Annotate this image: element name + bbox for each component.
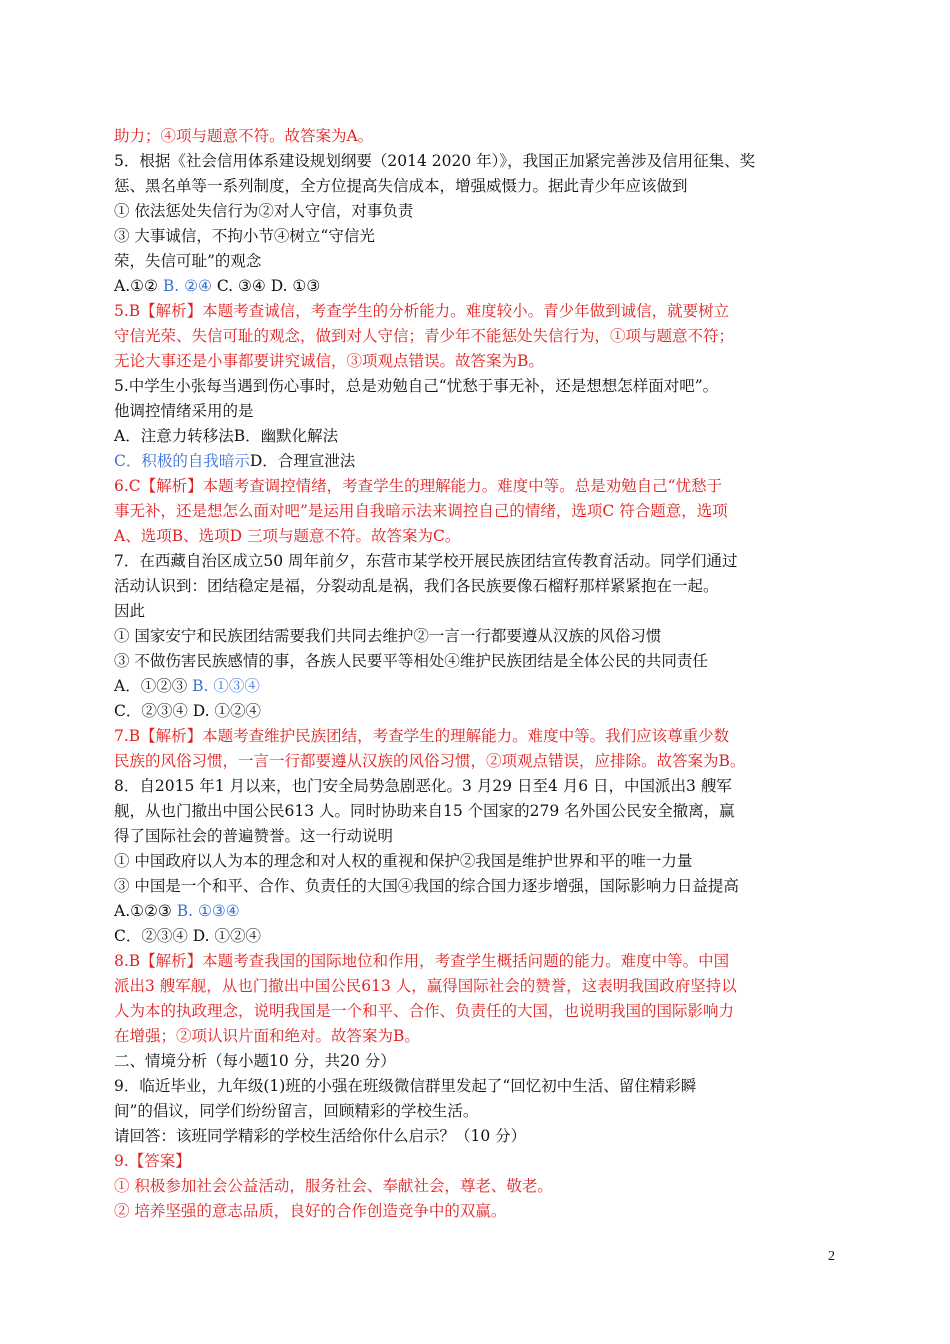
text-line [114,1149,834,1174]
question-text: 活动认识到：团结稳定是福，分裂动乱是祸，我们各民族要像石榴籽那样紧紧抱在一起。 [114,577,719,595]
text-line [114,1124,834,1149]
text-line [114,299,834,324]
answer-text: 事无补，还是想怎么面对吧”是运用自我暗示法来调控自己的情绪，选项C 符合题意，选项 [114,502,728,520]
text-line [114,674,834,699]
text-line [114,524,834,549]
answer-text: 无论大事还是小事都要讲究诚信，③项观点错误。故答案为B。 [114,352,544,370]
answer-text: 8.B【解析】本题考查我国的国际地位和作用，考查学生概括问题的能力。难度中等。中国 [114,952,730,970]
question-text: D．合理宣泄法 [249,452,356,470]
question-text: ① 中国政府以人为本的理念和对人权的重视和保护②我国是维护世界和平的唯一力量 [114,852,693,870]
question-text: ① 依法惩处失信行为②对人守信，对事负责 [114,202,414,220]
text-line [114,1199,834,1224]
answer-text: 派出3 艘军舰，从也门撤出中国公民613 人，赢得国际社会的赞誉，这表明我国政府坚持以 [114,977,737,995]
question-text: 5.中学生小张每当遇到伤心事时，总是劝勉自己“忧愁于事无补，还是想想怎样面对吧”。 [114,377,719,395]
text-line [114,574,834,599]
question-text: A．注意力转移法B．幽默化解法 [114,427,339,445]
text-line [114,499,834,524]
question-text: C．②③④ D. ①②④ [114,927,262,945]
question-text: 5．根据《社会信用体系建设规划纲要（2014 2020 年）》，我国正加紧完善涉及信用征集、奖 [114,152,756,170]
text-line [114,824,834,849]
text-line [114,549,834,574]
question-text: A．①②③ [114,677,193,695]
text-line [114,924,834,949]
question-text: C．②③④ D. ①②④ [114,702,262,720]
question-text: ③ 大事诚信，不拘小节④树立“守信光 [114,227,375,245]
highlighted-option: B. ①③④ [192,677,260,695]
text-line [114,774,834,799]
text-line [114,1074,834,1099]
answer-text: A、选项B、选项D 三项与题意不符。故答案为C。 [114,527,461,545]
text-line [114,799,834,824]
answer-text: 9.【答案】 [114,1152,191,1170]
highlighted-option: B. ①③④ [176,902,240,920]
answer-text: 民族的风俗习惯，一言一行都要遵从汉族的风俗习惯，②项观点错误，应排除。故答案为B。 [114,752,746,770]
text-line [114,624,834,649]
text-line [114,1174,834,1199]
question-text: 7．在西藏自治区成立50 周年前夕，东营市某学校开展民族团结宣传教育活动。同学们通过 [114,552,738,570]
text-line [114,424,834,449]
text-line [114,249,834,274]
question-text: 荣，失信可耻”的观念 [114,252,262,270]
text-line [114,1099,834,1124]
text-line [114,949,834,974]
text-line [114,349,834,374]
text-line [114,899,834,924]
text-line [114,124,834,149]
answer-text: ① 积极参加社会公益活动，服务社会、奉献社会，尊老、敬老。 [114,1177,553,1195]
question-text: 因此 [114,602,146,620]
question-text: 舰，从也门撤出中国公民613 人。同时协助来自15 个国家的279 名外国公民安全撤离，赢 [114,802,735,820]
answer-text: 7.B【解析】本题考查维护民族团结，考查学生的理解能力。难度中等。我们应该尊重少数 [114,727,730,745]
text-line [114,199,834,224]
question-text: ① 国家安宁和民族团结需要我们共同去维护②一言一行都要遵从汉族的风俗习惯 [114,627,662,645]
answer-text: 在增强；②项认识片面和绝对。故答案为B。 [114,1027,420,1045]
text-line [114,849,834,874]
answer-text: 人为本的执政理念，说明我国是一个和平、合作、负责任的大国，也说明我国的国际影响力 [114,1002,735,1020]
text-line [114,324,834,349]
page-number: 2 [828,1249,835,1264]
text-line [114,1049,834,1074]
text-line [114,749,834,774]
text-line [114,999,834,1024]
question-text: A.①②③ [114,902,177,920]
question-text: A.①② [114,277,163,295]
question-text: 二、情境分析（每小题10 分，共20 分） [114,1052,396,1070]
question-text: 8．自2015 年1 月以来，也门安全局势急剧恶化。3 月29 日至4 月6 日，中国派出3 艘军 [114,777,732,795]
question-text: 间”的倡议，同学们纷纷留言，回顾精彩的学校生活。 [114,1102,479,1120]
text-line [114,874,834,899]
answer-text: 6.C【解析】本题考查调控情绪，考查学生的理解能力。难度中等。总是劝勉自己“忧愁于 [114,477,723,495]
text-line [114,649,834,674]
text-line [114,974,834,999]
question-text: 他调控情绪采用的是 [114,402,254,420]
text-line [114,599,834,624]
text-line [114,449,834,474]
text-line [114,374,834,399]
text-line [114,224,834,249]
question-text: C. ③④ D. ①③ [211,277,321,295]
text-line [114,149,834,174]
text-line [114,699,834,724]
text-line [114,399,834,424]
page-content [114,124,834,1224]
text-line [114,174,834,199]
answer-text: ② 培养坚强的意志品质，良好的合作创造竞争中的双赢。 [114,1202,507,1220]
text-line [114,1024,834,1049]
question-text: 请回答：该班同学精彩的学校生活给你什么启示？（10 分） [114,1127,527,1145]
highlighted-option: B. ②④ [162,277,212,295]
question-text: 9．临近毕业，九年级(1)班的小强在班级微信群里发起了“回忆初中生活、留住精彩瞬 [114,1077,697,1095]
answer-text: 5.B【解析】本题考查诚信，考查学生的分析能力。难度较小。青少年做到诚信，就要树立 [114,302,730,320]
highlighted-option: C．积极的自我暗示 [114,452,250,470]
question-text: ③ 不做伤害民族感情的事，各族人民要平等相处④维护民族团结是全体公民的共同责任 [114,652,708,670]
answer-text: 守信光荣、失信可耻的观念，做到对人守信；青少年不能惩处失信行为，①项与题意不符； [114,327,735,345]
answer-text: 助力；④项与题意不符。故答案为A。 [114,127,374,145]
question-text: 得了国际社会的普遍赞誉。这一行动说明 [114,827,394,845]
question-text: ③ 中国是一个和平、合作、负责任的大国④我国的综合国力逐步增强，国际影响力日益提高 [114,877,739,895]
question-text: 惩、黑名单等一系列制度，全方位提高失信成本，增强威慑力。据此青少年应该做到 [114,177,688,195]
text-line [114,274,834,299]
text-line [114,474,834,499]
text-line [114,724,834,749]
